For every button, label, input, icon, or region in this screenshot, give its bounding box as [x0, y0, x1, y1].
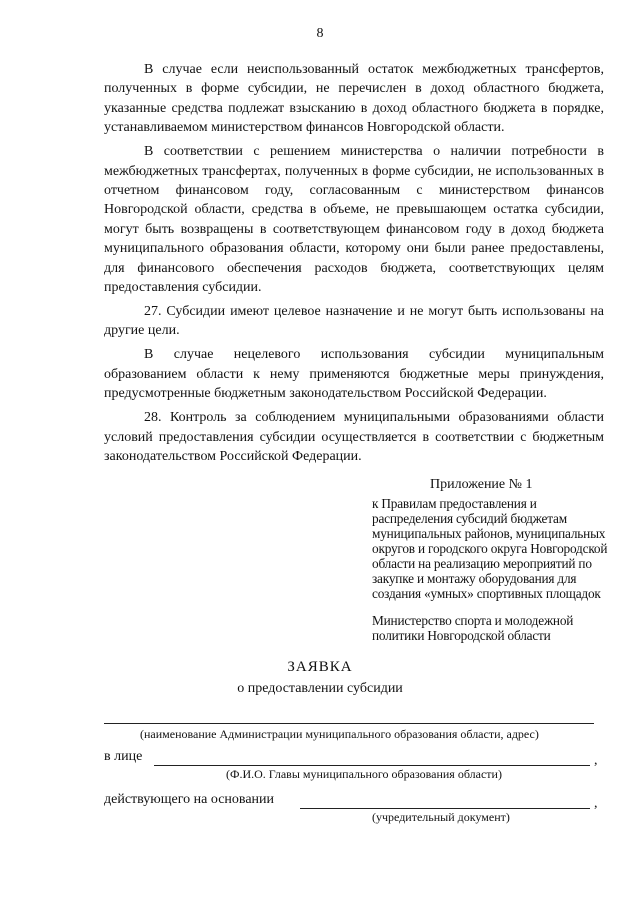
head-name-caption: (Ф.И.О. Главы муниципального образования области): [226, 767, 502, 781]
page-number: 8: [316, 26, 324, 41]
body-text: [104, 60, 604, 471]
in-person-label: в лице: [104, 749, 143, 764]
founding-document-caption: (учредительный документ): [372, 810, 510, 824]
paragraph-28: 28. Контроль за соблюдением муниципальными образованиями области условий предоставления субсидии осуществляется в соответствии с бюджетным законодательством Российской Федерации.: [104, 410, 604, 465]
admin-name-line[interactable]: [104, 723, 594, 724]
appendix-ministry: Министерство спорта и молодежной политики Новгородской области: [372, 613, 574, 643]
form-subtitle: о предоставлении субсидии: [237, 681, 403, 696]
appendix-rules-reference: к Правилам предоставления и распределения субсидий бюджетам муниципальных районов, муниципальных округов и городского округа Новгородской области на реализацию мероприятий по закупке и монтажу оборудования для создания «умных» спортивных площадок: [372, 496, 608, 601]
basis-label: действующего на основании: [104, 792, 275, 807]
paragraph-misuse: В случае нецелевого использования субсидии муниципальным образованием области к нему применяются бюджетные меры принуждения, предусмотренные бюджетным законодательством Российской Федерации.: [104, 347, 604, 402]
admin-name-caption: (наименование Администрации муниципального образования области, адрес): [140, 727, 539, 741]
paragraph-unused-balance: В случае если неиспользованный остаток межбюджетных трансфертов, полученных в форме субсидии, не перечислен в доход областного бюджета, указанные средства подлежат взысканию в доход областного бюджета в порядке, устанавливаемом министерством финансов Новгородской области.: [104, 62, 604, 136]
founding-document-line[interactable]: [300, 808, 590, 809]
paragraph-27: 27. Субсидии имеют целевое назначение и не могут быть использованы на другие цели.: [104, 304, 604, 339]
appendix-reference-block: [372, 496, 608, 643]
head-name-line[interactable]: [154, 765, 590, 766]
paragraph-ministry-decision: В соответствии с решением министерства о наличии потребности в межбюджетных трансфертах, полученных в форме субсидии, не использованных в отчетном финансовом году, согласованным с министерством финансов Новгородской области, средства в объеме, не превышающем остатка субсидии, могут быть возвращены в соответствующем финансовом году в доход бюджета муниципального образования области, которому они были ранее предоставлены, для финансового обеспечения расходов бюджета, соответствующих целям предоставления субсидии.: [104, 144, 604, 296]
form-title: ЗАЯВКА: [287, 659, 353, 675]
head-name-comma: ,: [594, 753, 598, 768]
appendix-title: Приложение № 1: [430, 477, 533, 492]
founding-document-comma: ,: [594, 796, 598, 811]
